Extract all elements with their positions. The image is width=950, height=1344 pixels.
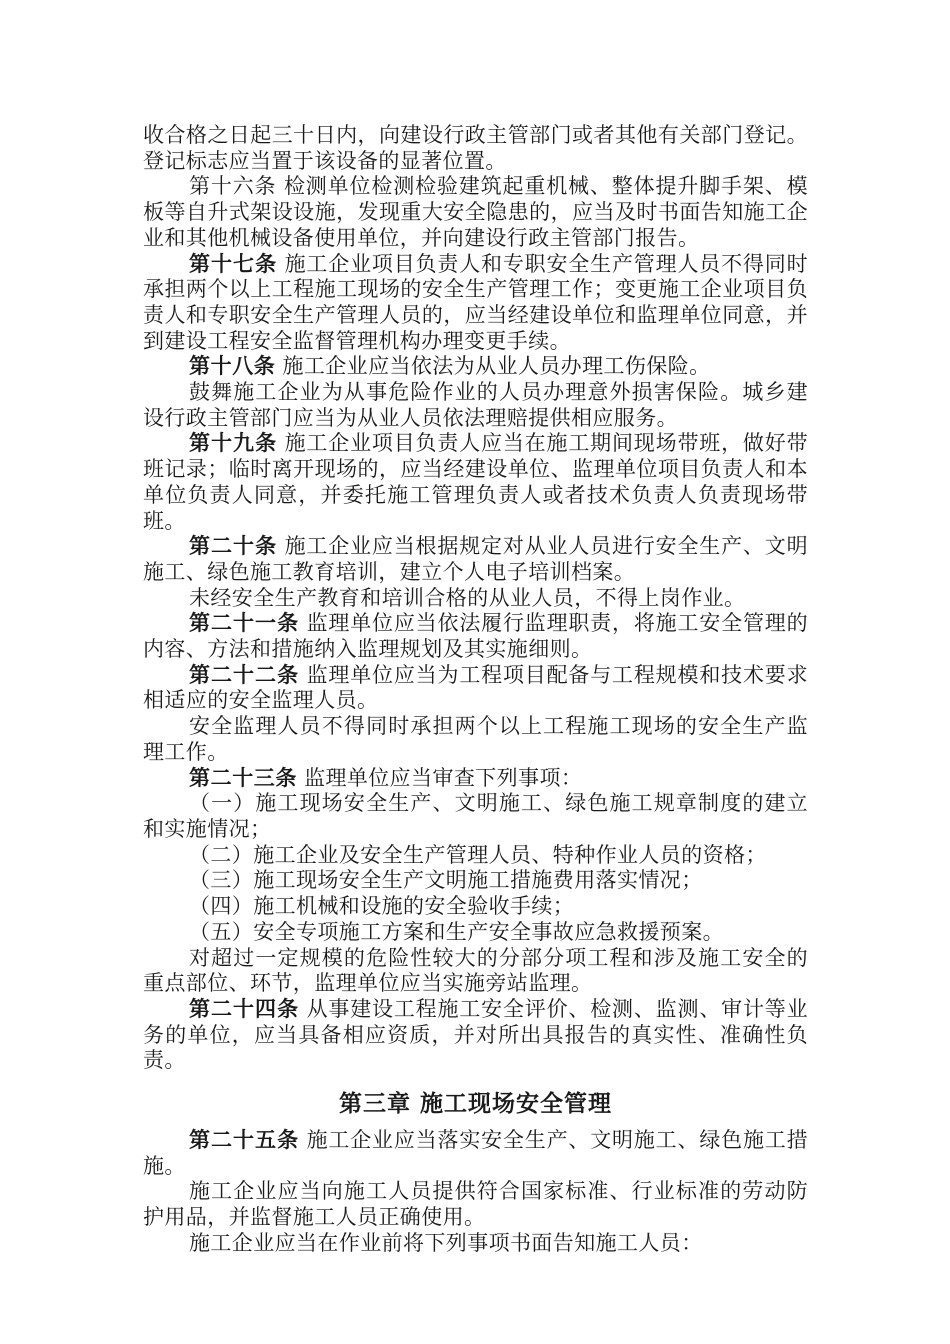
document-page [143,123,808,1257]
paragraph [143,431,808,534]
article-number: 第二十四条 [189,996,300,1021]
paragraph-text: 对超过一定规模的危险性较大的分部分项工程和涉及施工安全的重点部位、环节，监理单位应当实施旁站监理。 [143,945,808,996]
paragraphs-before [143,123,808,1074]
paragraph [143,766,808,792]
chapter-heading: 第三章 施工现场安全管理 [338,1091,612,1118]
paragraph-text: 施工企业项目负责人应当在施工期间现场带班，做好带班记录；临时离开现场的，应当经建设单位、监理单位项目负责人和本单位负责人同意，并委托施工管理负责人或者技术负责人负责现场带班。 [143,431,808,533]
paragraph-text: 施工企业应当在作业前将下列事项书面告知施工人员： [189,1230,703,1255]
paragraph [143,1179,808,1230]
paragraph [143,586,808,612]
paragraph-text: 施工企业应当向施工人员提供符合国家标准、行业标准的劳动防护用品，并监督施工人员正确使用。 [143,1179,808,1230]
paragraph [143,1231,808,1257]
paragraph-text: 施工企业应当依法为从业人员办理工伤保险。 [275,354,711,379]
paragraph [143,1128,808,1179]
paragraph-text: 收合格之日起三十日内，向建设行政主管部门或者其他有关部门登记。登记标志应当置于该设备的显著位置。 [143,123,808,173]
paragraph [143,611,808,662]
paragraph [143,868,808,894]
article-number: 第十八条 [189,354,276,379]
paragraph-text: （三）施工现场安全生产文明施工措施费用落实情况； [189,868,703,893]
paragraph-text: 监理单位应当依法履行监理职责，将施工安全管理的内容、方法和措施纳入监理规划及其实施细则。 [143,611,808,662]
paragraph-text: 安全监理人员不得同时承担两个以上工程施工现场的安全生产监理工作。 [143,714,808,764]
article-number: 第十九条 [189,431,278,456]
article-number: 第二十五条 [189,1128,300,1153]
paragraph [143,791,808,842]
paragraph [143,354,808,380]
paragraph [143,997,808,1074]
paragraphs-after [143,1128,808,1257]
paragraph-text: 施工企业应当落实安全生产、文明施工、绿色施工措施。 [143,1128,808,1178]
paragraph [143,920,808,946]
paragraph [143,946,808,997]
article-number: 第十七条 [189,251,278,276]
paragraph [143,174,808,251]
paragraph [143,843,808,869]
paragraph [143,252,808,355]
article-number: 第二十一条 [189,611,300,636]
paragraph-text: 鼓舞施工企业为从事危险作业的人员办理意外损害保险。城乡建设行政主管部门应当为从业人员依法理赔提供相应服务。 [143,380,808,430]
paragraph [143,534,808,585]
paragraph [143,894,808,920]
paragraph-text: 施工企业应当根据规定对从业人员进行安全生产、文明施工、绿色施工教育培训，建立个人电子培训档案。 [143,534,808,584]
paragraph-text: （五）安全专项施工方案和生产安全事故应急救援预案。 [189,919,724,944]
paragraph-text: （一）施工现场安全生产、文明施工、绿色施工规章制度的建立和实施情况； [143,791,808,841]
article-number: 第二十条 [189,534,278,559]
paragraph-text: 施工企业项目负责人和专职安全生产管理人员不得同时承担两个以上工程施工现场的安全生产管理工作；变更施工企业项目负责人和专职安全生产管理人员的，应当经建设单位和监理单位同意，并到建设工程安全监督管理机构办理变更手续。 [143,251,808,353]
paragraph-text: 从事建设工程施工安全评价、检测、监测、审计等业务的单位，应当具备相应资质，并对所出具报告的真实性、准确性负责。 [143,996,808,1073]
paragraph [143,123,808,174]
paragraph-text: 第十六条 检测单位检测检验建筑起重机械、整体提升脚手架、模板等自升式架设设施，发现重大安全隐患的，应当及时书面告知施工企业和其他机械设备使用单位，并向建设行政主管部门报告。 [143,174,808,250]
paragraph-text: （二）施工企业及安全生产管理人员、特种作业人员的资格； [189,842,767,867]
paragraph-text: 未经安全生产教育和培训合格的从业人员，不得上岗作业。 [189,585,746,610]
paragraph-text: （四）施工机械和设施的安全验收手续； [189,894,575,919]
paragraph-text: 监理单位应当为工程项目配备与工程规模和技术要求相适应的安全监理人员。 [143,662,808,713]
article-number: 第二十三条 [189,765,297,790]
paragraph [143,663,808,714]
paragraph [143,714,808,765]
article-number: 第二十二条 [189,662,300,687]
paragraph [143,380,808,431]
paragraph-text: 监理单位应当审查下列事项： [297,765,583,790]
